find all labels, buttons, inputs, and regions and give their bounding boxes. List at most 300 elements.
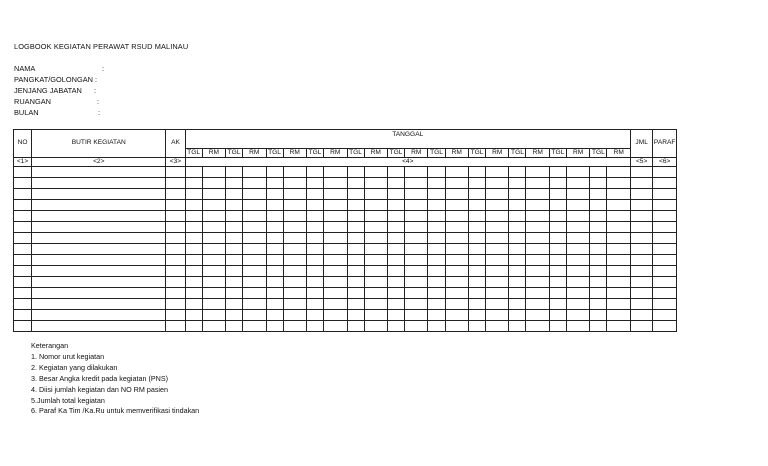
table-cell[interactable] — [428, 211, 445, 222]
table-cell[interactable] — [590, 189, 607, 200]
table-cell[interactable] — [590, 277, 607, 288]
table-cell[interactable] — [428, 299, 445, 310]
table-cell[interactable] — [405, 310, 428, 321]
table-cell[interactable] — [185, 244, 202, 255]
table-cell[interactable] — [445, 255, 468, 266]
table-cell[interactable] — [526, 211, 549, 222]
table-cell[interactable] — [243, 321, 266, 332]
table-cell[interactable] — [283, 288, 306, 299]
table-cell[interactable] — [549, 222, 566, 233]
table-cell[interactable] — [185, 189, 202, 200]
table-cell[interactable] — [347, 299, 364, 310]
table-cell[interactable] — [32, 189, 166, 200]
table-cell[interactable] — [445, 277, 468, 288]
table-cell[interactable] — [14, 178, 32, 189]
table-cell[interactable] — [226, 167, 243, 178]
table-cell[interactable] — [243, 266, 266, 277]
table-cell[interactable] — [283, 178, 306, 189]
table-cell[interactable] — [185, 266, 202, 277]
table-cell[interactable] — [166, 189, 185, 200]
table-cell[interactable] — [590, 321, 607, 332]
table-cell[interactable] — [630, 299, 652, 310]
table-cell[interactable] — [509, 178, 526, 189]
table-cell[interactable] — [630, 233, 652, 244]
table-cell[interactable] — [202, 288, 225, 299]
table-cell[interactable] — [307, 244, 324, 255]
table-cell[interactable] — [324, 233, 347, 244]
table-cell[interactable] — [324, 277, 347, 288]
table-cell[interactable] — [653, 200, 677, 211]
table-cell[interactable] — [630, 211, 652, 222]
table-cell[interactable] — [566, 211, 589, 222]
table-cell[interactable] — [428, 277, 445, 288]
table-cell[interactable] — [526, 233, 549, 244]
table-cell[interactable] — [607, 321, 631, 332]
table-cell[interactable] — [185, 167, 202, 178]
table-cell[interactable] — [405, 222, 428, 233]
table-cell[interactable] — [14, 222, 32, 233]
table-cell[interactable] — [324, 189, 347, 200]
table-cell[interactable] — [468, 222, 485, 233]
table-cell[interactable] — [364, 244, 387, 255]
table-cell[interactable] — [166, 321, 185, 332]
table-cell[interactable] — [32, 310, 166, 321]
table-cell[interactable] — [166, 299, 185, 310]
table-cell[interactable] — [324, 288, 347, 299]
table-cell[interactable] — [445, 299, 468, 310]
table-cell[interactable] — [324, 211, 347, 222]
table-cell[interactable] — [283, 310, 306, 321]
table-cell[interactable] — [364, 321, 387, 332]
table-cell[interactable] — [387, 277, 404, 288]
table-cell[interactable] — [364, 189, 387, 200]
table-cell[interactable] — [243, 189, 266, 200]
table-cell[interactable] — [387, 189, 404, 200]
table-cell[interactable] — [468, 178, 485, 189]
table-cell[interactable] — [445, 178, 468, 189]
table-cell[interactable] — [364, 200, 387, 211]
table-cell[interactable] — [630, 178, 652, 189]
table-cell[interactable] — [428, 189, 445, 200]
table-cell[interactable] — [607, 255, 631, 266]
table-cell[interactable] — [14, 255, 32, 266]
table-cell[interactable] — [387, 233, 404, 244]
table-cell[interactable] — [509, 244, 526, 255]
table-cell[interactable] — [486, 222, 509, 233]
table-cell[interactable] — [202, 321, 225, 332]
table-cell[interactable] — [387, 222, 404, 233]
table-cell[interactable] — [14, 211, 32, 222]
table-cell[interactable] — [445, 233, 468, 244]
table-cell[interactable] — [226, 222, 243, 233]
table-cell[interactable] — [226, 200, 243, 211]
table-cell[interactable] — [590, 266, 607, 277]
table-cell[interactable] — [405, 189, 428, 200]
table-cell[interactable] — [428, 266, 445, 277]
table-cell[interactable] — [243, 211, 266, 222]
table-cell[interactable] — [266, 321, 283, 332]
table-cell[interactable] — [166, 255, 185, 266]
table-cell[interactable] — [486, 288, 509, 299]
table-cell[interactable] — [166, 266, 185, 277]
table-cell[interactable] — [307, 299, 324, 310]
table-cell[interactable] — [266, 233, 283, 244]
table-cell[interactable] — [526, 167, 549, 178]
table-cell[interactable] — [445, 288, 468, 299]
table-cell[interactable] — [445, 310, 468, 321]
table-cell[interactable] — [347, 178, 364, 189]
table-cell[interactable] — [324, 321, 347, 332]
table-cell[interactable] — [630, 310, 652, 321]
table-cell[interactable] — [590, 244, 607, 255]
table-cell[interactable] — [364, 222, 387, 233]
table-cell[interactable] — [526, 178, 549, 189]
table-cell[interactable] — [653, 299, 677, 310]
table-cell[interactable] — [307, 255, 324, 266]
table-cell[interactable] — [185, 299, 202, 310]
table-cell[interactable] — [428, 178, 445, 189]
table-cell[interactable] — [526, 310, 549, 321]
table-cell[interactable] — [32, 178, 166, 189]
table-cell[interactable] — [590, 222, 607, 233]
table-cell[interactable] — [166, 222, 185, 233]
table-cell[interactable] — [486, 178, 509, 189]
table-cell[interactable] — [14, 167, 32, 178]
table-cell[interactable] — [364, 288, 387, 299]
table-cell[interactable] — [202, 178, 225, 189]
table-cell[interactable] — [428, 310, 445, 321]
table-cell[interactable] — [307, 277, 324, 288]
table-cell[interactable] — [387, 211, 404, 222]
table-cell[interactable] — [468, 211, 485, 222]
table-cell[interactable] — [566, 233, 589, 244]
table-cell[interactable] — [445, 211, 468, 222]
table-cell[interactable] — [486, 244, 509, 255]
table-cell[interactable] — [387, 266, 404, 277]
table-cell[interactable] — [405, 255, 428, 266]
table-cell[interactable] — [283, 321, 306, 332]
table-cell[interactable] — [226, 255, 243, 266]
table-cell[interactable] — [347, 222, 364, 233]
table-cell[interactable] — [347, 244, 364, 255]
table-cell[interactable] — [307, 189, 324, 200]
table-cell[interactable] — [364, 211, 387, 222]
table-cell[interactable] — [14, 288, 32, 299]
table-cell[interactable] — [202, 233, 225, 244]
table-cell[interactable] — [166, 310, 185, 321]
table-cell[interactable] — [428, 288, 445, 299]
table-cell[interactable] — [549, 233, 566, 244]
table-cell[interactable] — [549, 189, 566, 200]
table-cell[interactable] — [226, 321, 243, 332]
table-cell[interactable] — [607, 200, 631, 211]
table-cell[interactable] — [566, 288, 589, 299]
table-cell[interactable] — [526, 189, 549, 200]
table-cell[interactable] — [445, 321, 468, 332]
table-cell[interactable] — [405, 277, 428, 288]
table-cell[interactable] — [32, 321, 166, 332]
table-cell[interactable] — [283, 277, 306, 288]
table-cell[interactable] — [590, 200, 607, 211]
table-cell[interactable] — [226, 189, 243, 200]
table-cell[interactable] — [468, 277, 485, 288]
table-cell[interactable] — [347, 310, 364, 321]
table-cell[interactable] — [445, 244, 468, 255]
table-cell[interactable] — [630, 200, 652, 211]
table-cell[interactable] — [549, 255, 566, 266]
table-cell[interactable] — [405, 321, 428, 332]
table-cell[interactable] — [468, 255, 485, 266]
table-cell[interactable] — [445, 222, 468, 233]
table-cell[interactable] — [630, 266, 652, 277]
table-cell[interactable] — [653, 233, 677, 244]
table-cell[interactable] — [324, 310, 347, 321]
table-cell[interactable] — [486, 266, 509, 277]
table-cell[interactable] — [630, 255, 652, 266]
table-cell[interactable] — [202, 189, 225, 200]
table-cell[interactable] — [405, 200, 428, 211]
table-cell[interactable] — [653, 255, 677, 266]
table-cell[interactable] — [607, 178, 631, 189]
table-cell[interactable] — [590, 167, 607, 178]
table-cell[interactable] — [347, 200, 364, 211]
table-cell[interactable] — [14, 189, 32, 200]
table-cell[interactable] — [226, 266, 243, 277]
table-cell[interactable] — [468, 200, 485, 211]
table-cell[interactable] — [283, 200, 306, 211]
table-cell[interactable] — [14, 266, 32, 277]
table-cell[interactable] — [32, 299, 166, 310]
table-cell[interactable] — [347, 321, 364, 332]
table-cell[interactable] — [226, 178, 243, 189]
table-cell[interactable] — [324, 244, 347, 255]
table-cell[interactable] — [307, 200, 324, 211]
table-cell[interactable] — [226, 277, 243, 288]
table-cell[interactable] — [607, 288, 631, 299]
table-cell[interactable] — [405, 178, 428, 189]
table-cell[interactable] — [607, 244, 631, 255]
table-cell[interactable] — [590, 178, 607, 189]
table-cell[interactable] — [509, 266, 526, 277]
table-cell[interactable] — [387, 299, 404, 310]
table-cell[interactable] — [405, 288, 428, 299]
table-cell[interactable] — [364, 233, 387, 244]
table-cell[interactable] — [243, 288, 266, 299]
table-cell[interactable] — [509, 211, 526, 222]
table-cell[interactable] — [566, 189, 589, 200]
table-cell[interactable] — [566, 310, 589, 321]
table-cell[interactable] — [486, 277, 509, 288]
table-cell[interactable] — [364, 277, 387, 288]
table-cell[interactable] — [405, 167, 428, 178]
table-cell[interactable] — [509, 189, 526, 200]
table-cell[interactable] — [486, 299, 509, 310]
table-cell[interactable] — [347, 211, 364, 222]
table-cell[interactable] — [283, 211, 306, 222]
table-cell[interactable] — [32, 167, 166, 178]
table-cell[interactable] — [566, 167, 589, 178]
table-cell[interactable] — [226, 233, 243, 244]
table-cell[interactable] — [283, 167, 306, 178]
table-cell[interactable] — [653, 321, 677, 332]
table-cell[interactable] — [347, 189, 364, 200]
table-cell[interactable] — [307, 288, 324, 299]
table-cell[interactable] — [185, 310, 202, 321]
table-cell[interactable] — [630, 244, 652, 255]
table-cell[interactable] — [243, 310, 266, 321]
table-cell[interactable] — [266, 167, 283, 178]
table-cell[interactable] — [630, 189, 652, 200]
table-cell[interactable] — [243, 222, 266, 233]
table-cell[interactable] — [387, 255, 404, 266]
table-cell[interactable] — [185, 211, 202, 222]
table-cell[interactable] — [364, 178, 387, 189]
table-cell[interactable] — [347, 288, 364, 299]
table-cell[interactable] — [14, 244, 32, 255]
table-cell[interactable] — [226, 288, 243, 299]
table-cell[interactable] — [486, 211, 509, 222]
table-cell[interactable] — [607, 310, 631, 321]
table-cell[interactable] — [185, 288, 202, 299]
table-cell[interactable] — [566, 200, 589, 211]
table-cell[interactable] — [653, 222, 677, 233]
table-cell[interactable] — [387, 288, 404, 299]
table-cell[interactable] — [266, 277, 283, 288]
table-cell[interactable] — [428, 222, 445, 233]
table-cell[interactable] — [243, 277, 266, 288]
table-cell[interactable] — [202, 167, 225, 178]
table-cell[interactable] — [405, 244, 428, 255]
table-cell[interactable] — [428, 244, 445, 255]
table-cell[interactable] — [266, 211, 283, 222]
table-cell[interactable] — [566, 244, 589, 255]
table-cell[interactable] — [590, 211, 607, 222]
table-cell[interactable] — [243, 255, 266, 266]
table-cell[interactable] — [283, 233, 306, 244]
table-cell[interactable] — [324, 178, 347, 189]
table-cell[interactable] — [630, 222, 652, 233]
table-cell[interactable] — [243, 299, 266, 310]
table-cell[interactable] — [509, 310, 526, 321]
table-cell[interactable] — [185, 200, 202, 211]
table-cell[interactable] — [607, 211, 631, 222]
table-cell[interactable] — [549, 288, 566, 299]
table-cell[interactable] — [14, 321, 32, 332]
table-cell[interactable] — [549, 310, 566, 321]
table-cell[interactable] — [307, 233, 324, 244]
table-cell[interactable] — [387, 244, 404, 255]
table-cell[interactable] — [526, 222, 549, 233]
table-cell[interactable] — [526, 266, 549, 277]
table-cell[interactable] — [387, 200, 404, 211]
table-cell[interactable] — [566, 266, 589, 277]
table-cell[interactable] — [202, 211, 225, 222]
table-cell[interactable] — [607, 277, 631, 288]
table-cell[interactable] — [468, 321, 485, 332]
table-cell[interactable] — [387, 310, 404, 321]
table-cell[interactable] — [166, 200, 185, 211]
table-cell[interactable] — [468, 233, 485, 244]
table-cell[interactable] — [364, 299, 387, 310]
table-cell[interactable] — [468, 288, 485, 299]
table-cell[interactable] — [226, 211, 243, 222]
table-cell[interactable] — [166, 233, 185, 244]
table-cell[interactable] — [324, 200, 347, 211]
table-cell[interactable] — [509, 167, 526, 178]
table-cell[interactable] — [32, 277, 166, 288]
table-cell[interactable] — [243, 233, 266, 244]
table-cell[interactable] — [549, 321, 566, 332]
table-cell[interactable] — [445, 200, 468, 211]
table-cell[interactable] — [630, 288, 652, 299]
table-cell[interactable] — [324, 222, 347, 233]
table-cell[interactable] — [32, 255, 166, 266]
table-cell[interactable] — [283, 244, 306, 255]
table-cell[interactable] — [14, 200, 32, 211]
table-cell[interactable] — [566, 321, 589, 332]
table-cell[interactable] — [486, 167, 509, 178]
table-cell[interactable] — [347, 233, 364, 244]
table-cell[interactable] — [526, 299, 549, 310]
table-cell[interactable] — [14, 233, 32, 244]
table-cell[interactable] — [445, 189, 468, 200]
table-cell[interactable] — [166, 288, 185, 299]
table-cell[interactable] — [32, 288, 166, 299]
table-cell[interactable] — [526, 321, 549, 332]
table-cell[interactable] — [653, 244, 677, 255]
table-cell[interactable] — [307, 321, 324, 332]
table-cell[interactable] — [549, 178, 566, 189]
table-cell[interactable] — [387, 321, 404, 332]
table-cell[interactable] — [607, 189, 631, 200]
table-cell[interactable] — [549, 200, 566, 211]
table-cell[interactable] — [486, 233, 509, 244]
table-cell[interactable] — [549, 244, 566, 255]
table-cell[interactable] — [166, 244, 185, 255]
table-cell[interactable] — [387, 167, 404, 178]
table-cell[interactable] — [486, 200, 509, 211]
table-cell[interactable] — [526, 288, 549, 299]
table-cell[interactable] — [509, 255, 526, 266]
table-cell[interactable] — [549, 277, 566, 288]
table-cell[interactable] — [445, 167, 468, 178]
table-cell[interactable] — [166, 167, 185, 178]
table-cell[interactable] — [566, 178, 589, 189]
table-cell[interactable] — [630, 167, 652, 178]
table-cell[interactable] — [364, 255, 387, 266]
table-cell[interactable] — [428, 233, 445, 244]
table-cell[interactable] — [324, 299, 347, 310]
table-cell[interactable] — [428, 321, 445, 332]
table-cell[interactable] — [509, 200, 526, 211]
table-cell[interactable] — [283, 255, 306, 266]
table-cell[interactable] — [590, 233, 607, 244]
table-cell[interactable] — [226, 310, 243, 321]
table-cell[interactable] — [226, 299, 243, 310]
table-cell[interactable] — [266, 299, 283, 310]
table-cell[interactable] — [185, 277, 202, 288]
table-cell[interactable] — [202, 266, 225, 277]
table-cell[interactable] — [185, 255, 202, 266]
table-cell[interactable] — [607, 167, 631, 178]
table-cell[interactable] — [32, 200, 166, 211]
table-cell[interactable] — [566, 222, 589, 233]
table-cell[interactable] — [549, 266, 566, 277]
table-cell[interactable] — [32, 266, 166, 277]
table-cell[interactable] — [347, 167, 364, 178]
table-cell[interactable] — [266, 222, 283, 233]
table-cell[interactable] — [468, 299, 485, 310]
